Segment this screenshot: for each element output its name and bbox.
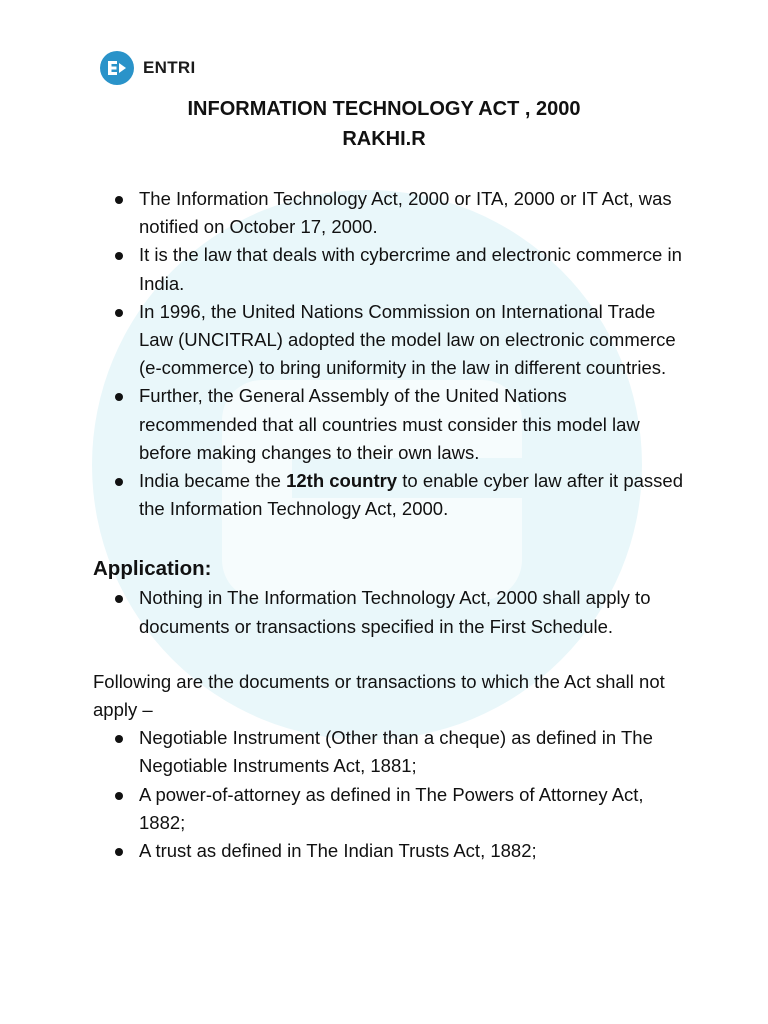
list-item: Nothing in The Information Technology Act, 2000 shall apply to documents or transactions specified in the First Schedule. [139, 584, 683, 640]
title-line-2: RAKHI.R [342, 128, 426, 150]
exclusions-intro: Following are the documents or transactions to which the Act shall not apply – [93, 670, 665, 721]
list-item: Negotiable Instrument (Other than a cheque) as defined in The Negotiable Instruments Act, 1881; [139, 724, 683, 780]
list-item: A power-of-attorney as defined in The Powers of Attorney Act, 1882; [139, 781, 683, 837]
list-item [139, 467, 683, 523]
title-line-1: INFORMATION TECHNOLOGY ACT , 2000 [187, 98, 581, 120]
exclusions-bullet-list [93, 724, 683, 865]
bullet-text-pre: India became the [139, 470, 287, 492]
list-item: The Information Technology Act, 2000 or ITA, 2000 or IT Act, was notified on October 17, 2000. [139, 185, 683, 241]
document-title [0, 94, 768, 154]
list-item: It is the law that deals with cybercrime and electronic commerce in India. [139, 241, 683, 297]
application-heading: Application: [93, 557, 212, 581]
bullet-text-bold: 12th country [286, 470, 398, 492]
list-item: In 1996, the United Nations Commission on International Trade Law (UNCITRAL) adopted the model law on electronic commerce (e-commerce) to bring uniformity in the law in different countries. [139, 298, 683, 383]
bullet-text-post: to enable cyber law after it passed the Information Technology Act, 2000. [139, 470, 683, 520]
brand-name: ENTRI [143, 58, 196, 77]
application-bullet-list [93, 584, 683, 640]
intro-bullet-list [93, 185, 683, 523]
brand-logo [100, 51, 196, 85]
entri-logo-icon [100, 51, 134, 85]
document-body [93, 185, 683, 865]
list-item: A trust as defined in The Indian Trusts Act, 1882; [139, 837, 683, 865]
list-item: Further, the General Assembly of the United Nations recommended that all countries must consider this model law before making changes to their own laws. [139, 382, 683, 467]
